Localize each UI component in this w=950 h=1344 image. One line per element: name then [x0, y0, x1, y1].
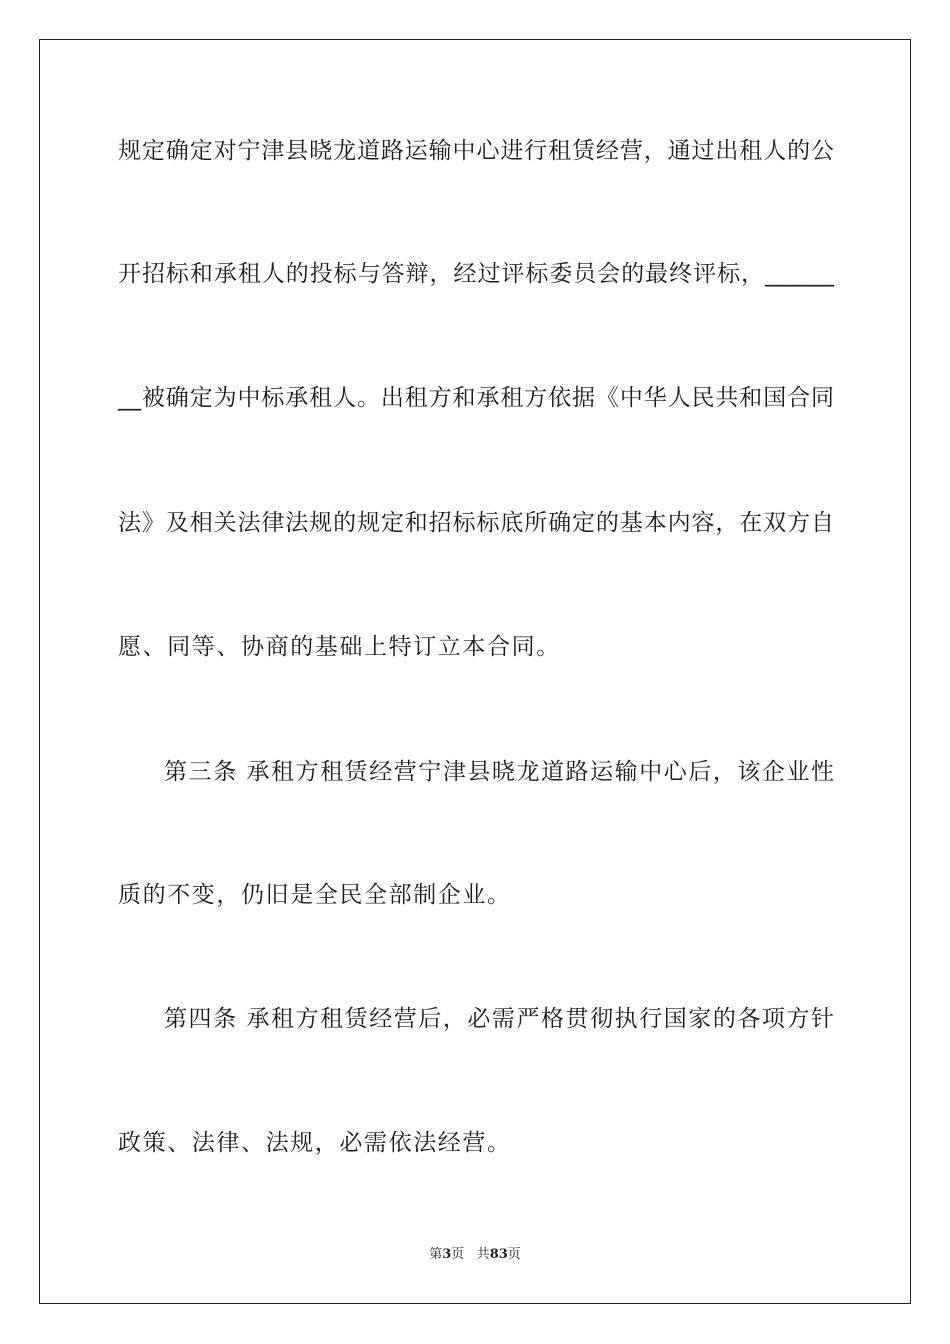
article-3-line-2: 质的不变，仍旧是全民全部制企业。: [118, 882, 512, 908]
article-3-line-1: 第三条 承租方租赁经营宁津县晓龙道路运输中心后，该企业性: [164, 759, 834, 785]
body-line-5: 愿、同等、协商的基础上特订立本合同。: [118, 634, 561, 660]
page-border: [39, 39, 911, 1304]
page-prefix: 第: [429, 1247, 443, 1262]
page-suffix: 页: [451, 1247, 465, 1262]
body-line-2: 开招标和承租人的投标与答辩，经过评标委员会的最终评标，______: [118, 261, 834, 287]
article-4-line-1: 第四条 承租方租赁经营后，必需严格贯彻执行国家的各项方针: [164, 1006, 834, 1032]
body-line-3: __被确定为中标承租人。出租方和承租方依据《中华人民共和国合同: [118, 385, 834, 411]
total-pages: 83: [489, 1247, 508, 1262]
total-prefix: 共: [476, 1247, 490, 1262]
body-line-1: 规定确定对宁津县晓龙道路运输中心进行租赁经营，通过出租人的公: [118, 138, 834, 164]
total-suffix: 页: [507, 1247, 521, 1262]
body-line-4: 法》及相关法律法规的规定和招标标底所确定的基本内容，在双方自: [118, 510, 834, 536]
page-number: 3: [442, 1247, 452, 1262]
article-4-line-2: 政策、法律、法规，必需依法经营。: [118, 1130, 512, 1156]
page-footer: [0, 1246, 950, 1264]
